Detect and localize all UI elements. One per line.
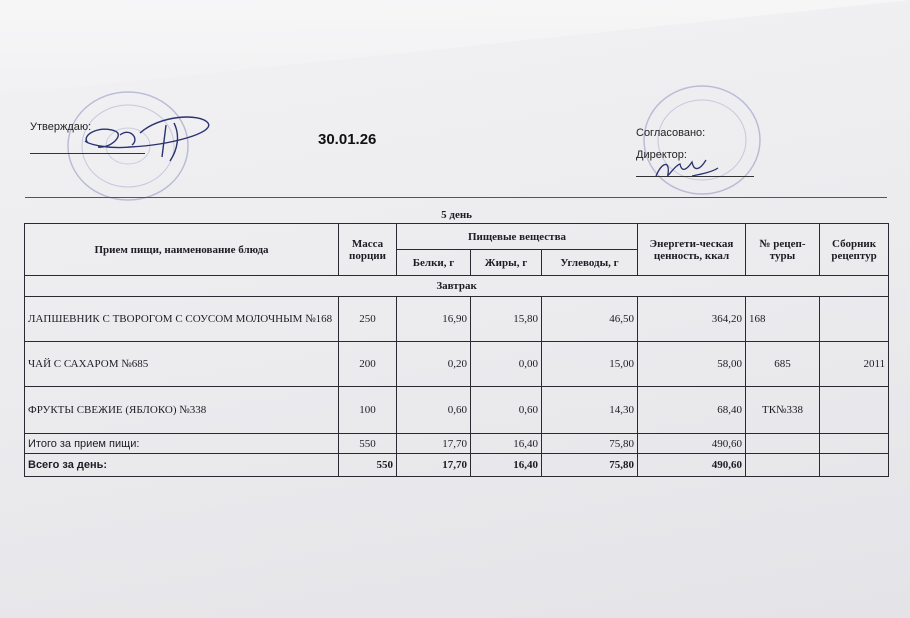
col-mass: Масса порции bbox=[339, 224, 397, 276]
day-title: 5 день bbox=[25, 207, 889, 224]
approve-block bbox=[30, 121, 91, 133]
dish-name: ЛАПШЕВНИК С ТВОРОГОМ С СОУСОМ МОЛОЧНЫМ №168 bbox=[25, 297, 339, 342]
dish-collection bbox=[820, 297, 889, 342]
dish-recipe: 685 bbox=[746, 342, 820, 387]
col-proteins: Белки, г bbox=[397, 250, 471, 276]
subtotal-label: Итого за прием пищи: bbox=[25, 434, 339, 454]
agreed-label: Согласовано: bbox=[636, 127, 706, 139]
dish-energy: 58,00 bbox=[638, 342, 746, 387]
dish-proteins: 0,60 bbox=[397, 387, 471, 434]
subtotal-collection-empty bbox=[820, 434, 889, 454]
col-nutrients: Пищевые вещества bbox=[397, 224, 638, 250]
dish-carbs: 46,50 bbox=[542, 297, 638, 342]
col-recipe-no: № рецеп-туры bbox=[746, 224, 820, 276]
dish-collection: 2011 bbox=[820, 342, 889, 387]
col-collection: Сборник рецептур bbox=[820, 224, 889, 276]
header-divider bbox=[25, 197, 887, 198]
approve-signature-line bbox=[30, 153, 145, 154]
subtotal-energy: 490,60 bbox=[638, 434, 746, 454]
subtotal-proteins: 17,70 bbox=[397, 434, 471, 454]
document-date: 30.01.26 bbox=[318, 131, 377, 148]
dish-name: ФРУКТЫ СВЕЖИЕ (ЯБЛОКО) №338 bbox=[25, 387, 339, 434]
col-fats: Жиры, г bbox=[471, 250, 542, 276]
menu-table bbox=[24, 207, 889, 477]
total-mass: 550 bbox=[339, 454, 397, 477]
dish-carbs: 14,30 bbox=[542, 387, 638, 434]
total-carbs: 75,80 bbox=[542, 454, 638, 477]
total-recipe-empty bbox=[746, 454, 820, 477]
dish-recipe: 168 bbox=[746, 297, 820, 342]
dish-fats: 0,60 bbox=[471, 387, 542, 434]
subtotal-mass: 550 bbox=[339, 434, 397, 454]
subtotal-recipe-empty bbox=[746, 434, 820, 454]
dish-energy: 364,20 bbox=[638, 297, 746, 342]
dish-name: ЧАЙ С САХАРОМ №685 bbox=[25, 342, 339, 387]
subtotal-carbs: 75,80 bbox=[542, 434, 638, 454]
dish-proteins: 0,20 bbox=[397, 342, 471, 387]
total-fats: 16,40 bbox=[471, 454, 542, 477]
total-collection-empty bbox=[820, 454, 889, 477]
agreed-block bbox=[636, 122, 705, 166]
dish-fats: 15,80 bbox=[471, 297, 542, 342]
total-label: Всего за день: bbox=[25, 454, 339, 477]
total-energy: 490,60 bbox=[638, 454, 746, 477]
total-proteins: 17,70 bbox=[397, 454, 471, 477]
dish-mass: 200 bbox=[339, 342, 397, 387]
approve-label: Утверждаю: bbox=[30, 121, 92, 133]
approver-signature bbox=[70, 105, 220, 175]
col-meal: Прием пищи, наименование блюда bbox=[25, 224, 339, 276]
col-carbs: Углеводы, г bbox=[542, 250, 638, 276]
section-breakfast: Завтрак bbox=[25, 276, 889, 297]
col-energy: Энергети-ческая ценность, ккал bbox=[638, 224, 746, 276]
dish-mass: 250 bbox=[339, 297, 397, 342]
director-signature-line bbox=[636, 176, 754, 177]
dish-proteins: 16,90 bbox=[397, 297, 471, 342]
dish-carbs: 15,00 bbox=[542, 342, 638, 387]
subtotal-fats: 16,40 bbox=[471, 434, 542, 454]
director-label: Директор: bbox=[636, 149, 687, 161]
dish-energy: 68,40 bbox=[638, 387, 746, 434]
dish-collection bbox=[820, 387, 889, 434]
dish-fats: 0,00 bbox=[471, 342, 542, 387]
dish-mass: 100 bbox=[339, 387, 397, 434]
dish-recipe: ТК№338 bbox=[746, 387, 820, 434]
